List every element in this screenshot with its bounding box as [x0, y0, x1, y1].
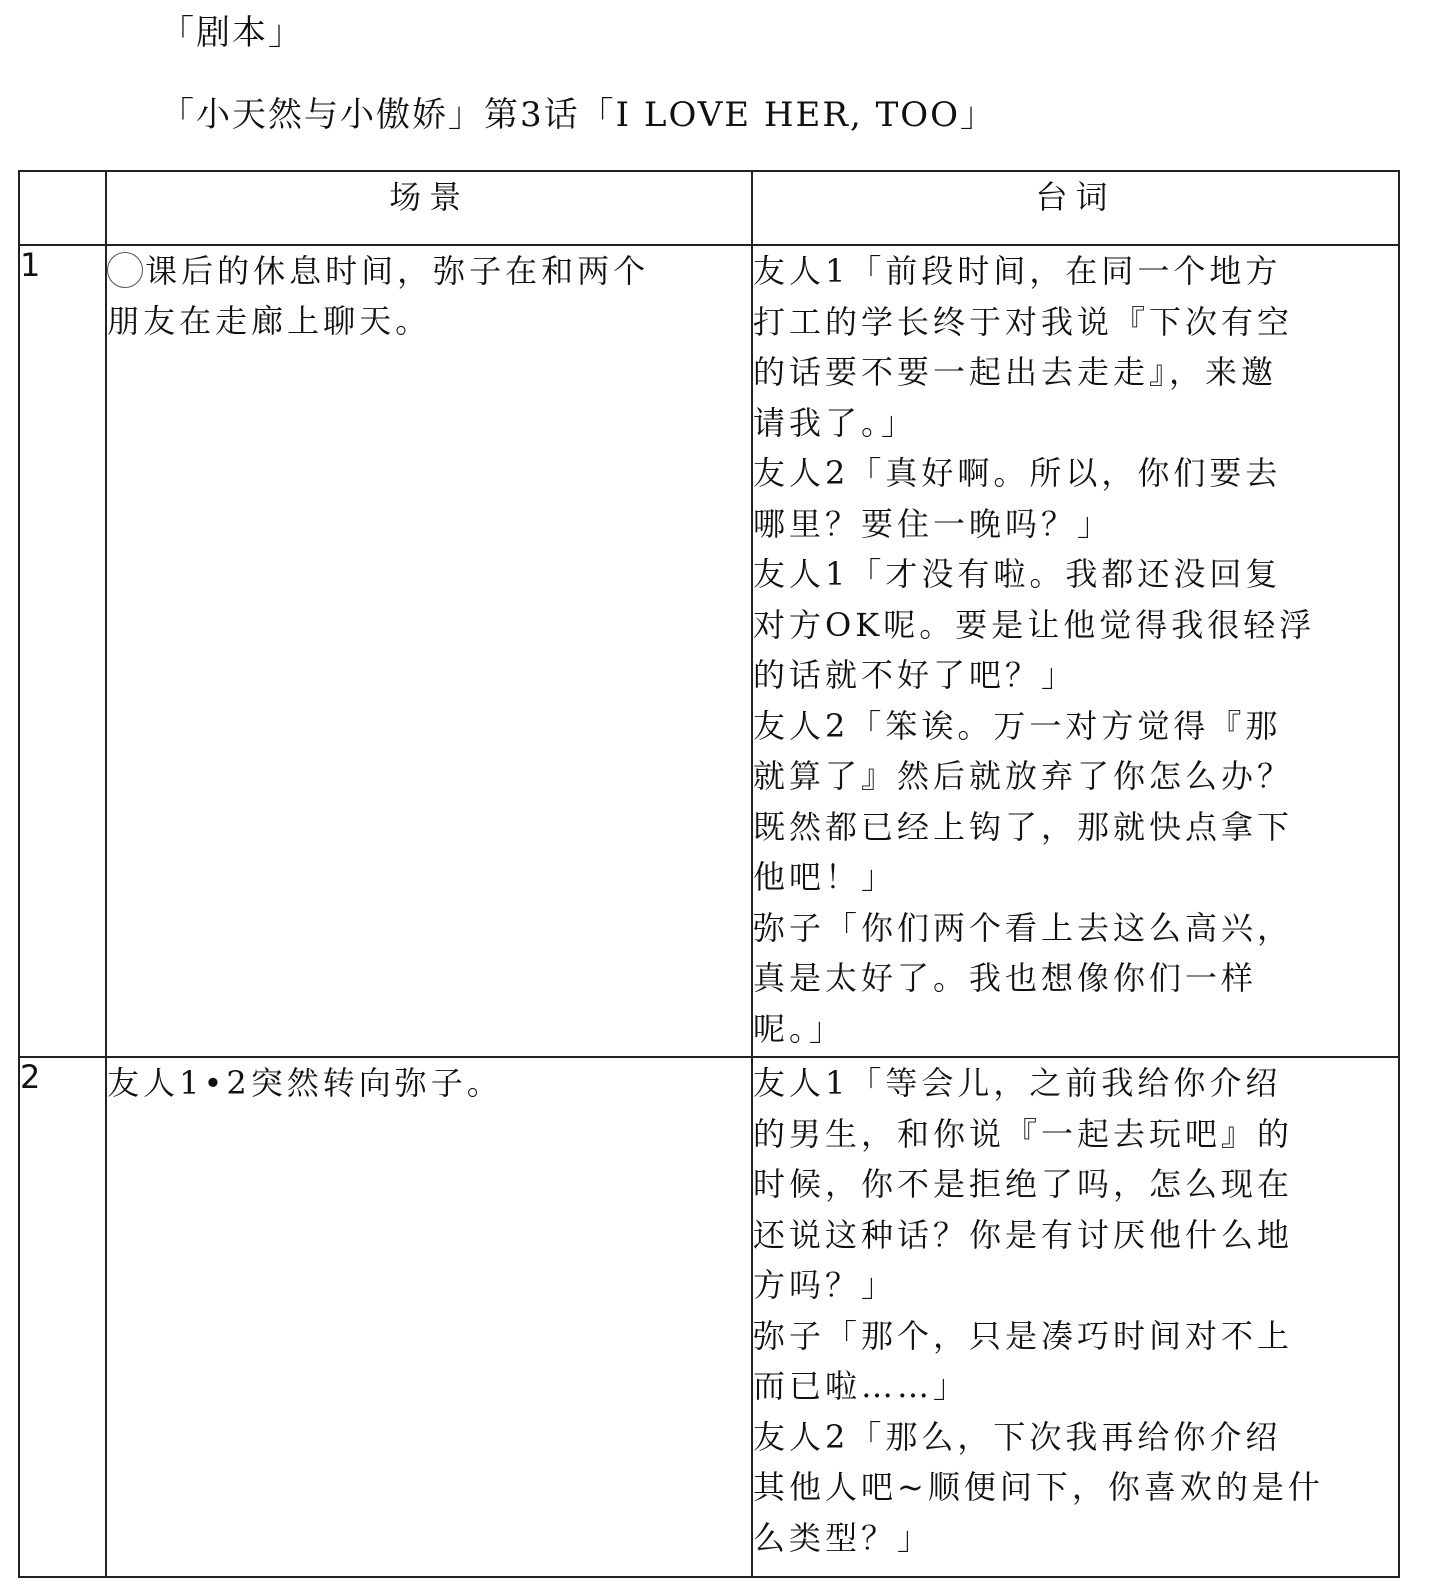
table-row — [19, 245, 1399, 1057]
table-row — [19, 1057, 1399, 1577]
scene-cell — [106, 245, 752, 1057]
dialogue-line: 真是太好了。我也想像你们一样 — [753, 959, 1258, 997]
dialogue-line: 时候，你不是拒绝了吗，怎么现在 — [753, 1165, 1294, 1203]
dialogue-line: 哪里？要住一晚吗？」 — [753, 504, 1114, 543]
dialogue-cell — [752, 1057, 1399, 1577]
dialogue-line: 而已啦……」 — [753, 1367, 970, 1405]
dialogue-line: 友人2「那么，下次我再给你介绍 — [753, 1417, 1282, 1456]
dialogue-line: 呢。」 — [753, 1009, 846, 1048]
dialogue-column-header: 台词 — [752, 171, 1399, 245]
dialogue-line: 友人2「真好啊。所以，你们要去 — [753, 454, 1282, 492]
document-title: 「剧本」 — [160, 13, 304, 53]
scene-line — [107, 246, 751, 296]
dialogue-line: 他吧！」 — [753, 858, 898, 896]
row-number: 2 — [19, 1057, 106, 1577]
dialogue-line: 友人2「笨诶。万一对方觉得『那 — [753, 706, 1282, 745]
dialogue-line: 友人1「等会儿，之前我给你介绍 — [753, 1064, 1282, 1102]
dialogue-line: 的话要不要一起出去走走』，来邀 — [753, 353, 1278, 391]
dialogue-line: 么类型？」 — [753, 1518, 934, 1557]
dialogue-line: 友人1「才没有啦。我都还没回复 — [753, 555, 1282, 593]
number-column-header — [19, 171, 106, 245]
dialogue-line: 打工的学长终于对我说『下次有空 — [753, 302, 1294, 341]
dialogue-line: 还说这种话？你是有讨厌他什么地 — [753, 1215, 1294, 1254]
scene-column-header: 场景 — [106, 171, 752, 245]
dialogue-line: 对方OK呢。要是让他觉得我很轻浮 — [753, 605, 1316, 644]
dialogue-line: 弥子「那个，只是凑巧时间对不上 — [753, 1316, 1294, 1355]
episode-title: 「小天然与小傲娇」第3话「I LOVE HER, TOO」 — [160, 95, 997, 135]
script-table — [18, 170, 1400, 1578]
scene-line: 友人1•2突然转向弥子。 — [107, 1064, 503, 1102]
table-header-row — [19, 171, 1399, 245]
dialogue-line: 就算了』然后就放弃了你怎么办？ — [753, 757, 1294, 795]
dialogue-line: 其他人吧~顺便问下，你喜欢的是什 — [753, 1468, 1324, 1506]
dialogue-line: 既然都已经上钩了，那就快点拿下 — [753, 807, 1294, 846]
dialogue-line: 弥子「你们两个看上去这么高兴， — [753, 908, 1294, 947]
dialogue-cell — [752, 245, 1399, 1057]
dialogue-line: 友人1「前段时间，在同一个地方 — [753, 252, 1282, 290]
scene-cell — [106, 1057, 752, 1577]
dialogue-line: 的男生，和你说『一起去玩吧』的 — [753, 1114, 1294, 1153]
dialogue-line: 的话就不好了吧？」 — [753, 656, 1078, 694]
row-number: 1 — [19, 245, 106, 1057]
dialogue-line: 请我了。」 — [753, 403, 918, 442]
circle-icon — [107, 252, 143, 288]
dialogue-line: 方吗？」 — [753, 1266, 898, 1304]
scene-line: 朋友在走廊上聊天。 — [107, 302, 432, 340]
scene-line-text: 课后的休息时间，弥子在和两个 — [145, 252, 650, 290]
